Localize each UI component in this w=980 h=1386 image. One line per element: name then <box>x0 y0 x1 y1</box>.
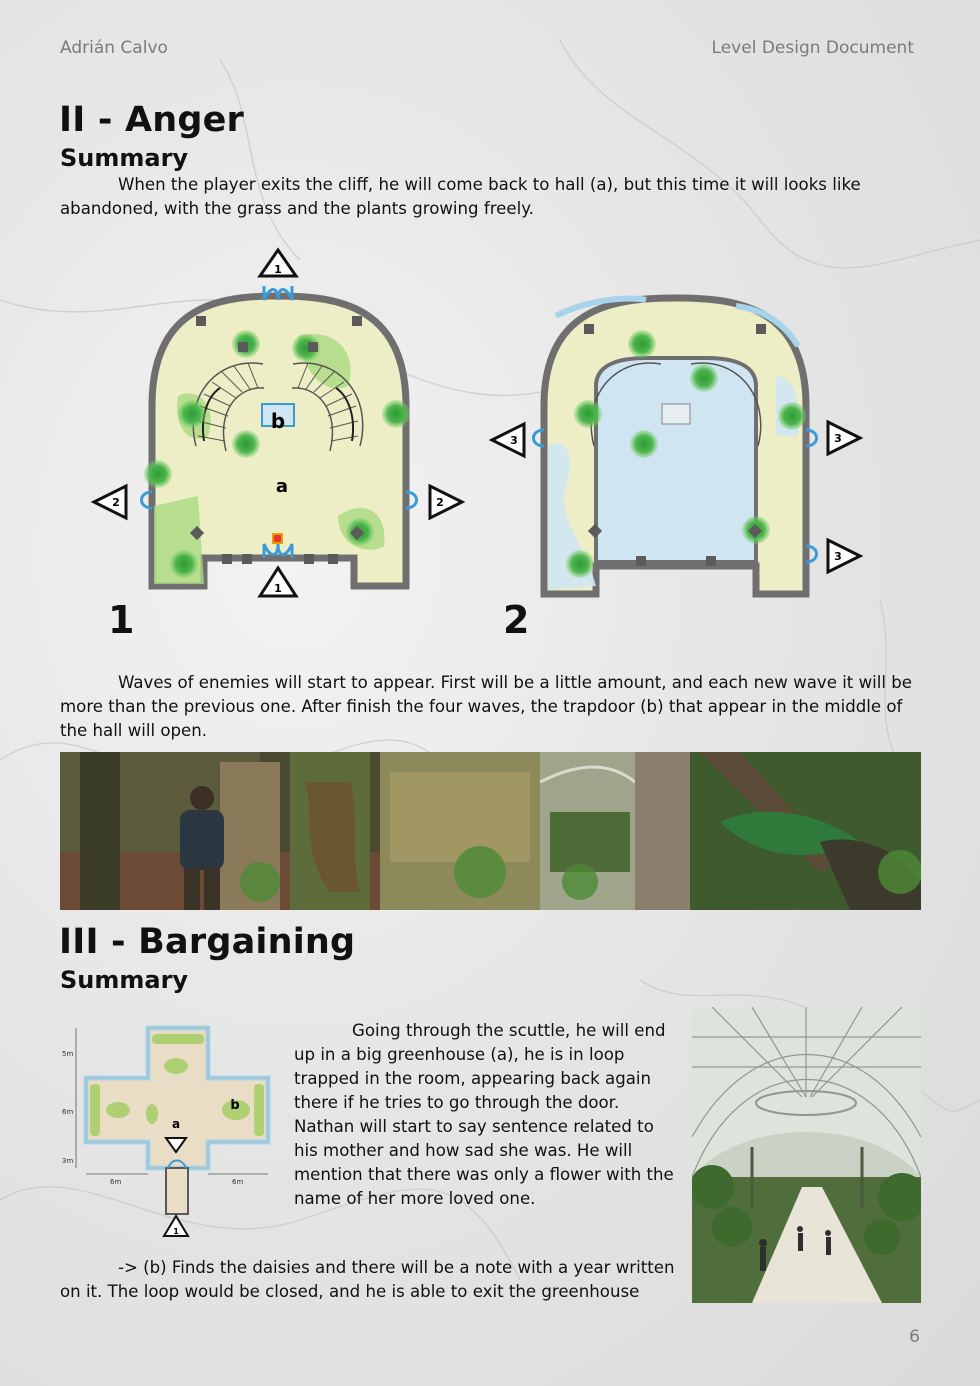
page-number: 6 <box>909 1327 920 1347</box>
greenhouse-label-a: a <box>171 1117 181 1131</box>
dim-label: 3m <box>62 1157 74 1165</box>
tree-icon <box>232 430 260 458</box>
greenhouse-entry-marker <box>164 1216 188 1236</box>
greenhouse-map <box>60 1018 280 1240</box>
tree-icon <box>382 400 410 428</box>
hall-map-2 <box>486 286 866 606</box>
exit-marker-west <box>492 424 524 456</box>
svg-text:1: 1 <box>274 582 282 595</box>
tree-icon <box>144 460 172 488</box>
svg-text:3: 3 <box>834 432 842 445</box>
section-title-anger: II - Anger <box>59 100 244 140</box>
section-title-bargaining: III - Bargaining <box>59 922 356 962</box>
anger-body-text: Waves of enemies will start to appear. First will be a little amount, and each new wave it will be more than the previous one. After finish the four waves, the trapdoor (b) that appear in the middle of the hall will open. <box>60 673 913 740</box>
water-pool <box>596 358 756 562</box>
map2-number: 2 <box>503 598 530 642</box>
bargaining-body-text-2: Nathan will start to say sentence related to his mother and how sad she was. He will mention that there was only a flower with the name of her more loved one. <box>294 1117 674 1208</box>
dim-label: 6m <box>62 1108 74 1116</box>
entry-marker-east <box>430 486 462 518</box>
bargaining-body-block <box>294 1019 682 1211</box>
dim-label: 5m <box>62 1050 74 1058</box>
bargaining-body-text-3: -> (b) Finds the daisies and there will be a note with a year written on it. The loop would be closed, and he is able to exit the greenhouse <box>60 1258 675 1301</box>
exit-marker-east <box>828 422 860 454</box>
greenhouse-label-b: b <box>230 1098 240 1113</box>
svg-text:3: 3 <box>834 550 842 563</box>
bargaining-body-text-1: Going through the scuttle, he will end up in a big greenhouse (a), he is in loop trapped in the room, appearing back again there if he tries to go through the door. <box>294 1021 666 1112</box>
entry-marker-west <box>94 486 126 518</box>
map1-number: 1 <box>108 598 135 642</box>
svg-text:2: 2 <box>436 496 444 509</box>
entry-marker-south <box>260 568 296 596</box>
exit-marker-southeast <box>828 540 860 572</box>
map1-label-a: a <box>275 476 289 497</box>
tree-icon <box>178 400 206 428</box>
dim-label: 6m <box>110 1178 122 1186</box>
section-subtitle-summary: Summary <box>60 144 189 172</box>
dim-label: 6m <box>232 1178 244 1186</box>
section-subtitle-summary-2: Summary <box>60 966 189 994</box>
svg-text:3: 3 <box>510 434 518 447</box>
greenhouse-photo <box>692 1007 921 1303</box>
header-doc-title: Level Design Document <box>711 38 914 58</box>
item-marker-icon <box>273 534 282 543</box>
tree-icon <box>170 550 198 578</box>
entry-marker-north <box>260 250 296 276</box>
svg-text:1: 1 <box>173 1227 179 1236</box>
map1-label-b: b <box>270 409 286 433</box>
hall-map-1 <box>88 246 468 606</box>
header-author: Adrián Calvo <box>60 38 168 58</box>
anger-intro-text: When the player exits the cliff, he will come back to hall (a), but this time it will looks like abandoned, with the grass and the plants growing freely. <box>60 175 861 218</box>
forest-photo-collage <box>60 752 921 910</box>
svg-text:2: 2 <box>112 496 120 509</box>
svg-text:1: 1 <box>274 263 282 276</box>
